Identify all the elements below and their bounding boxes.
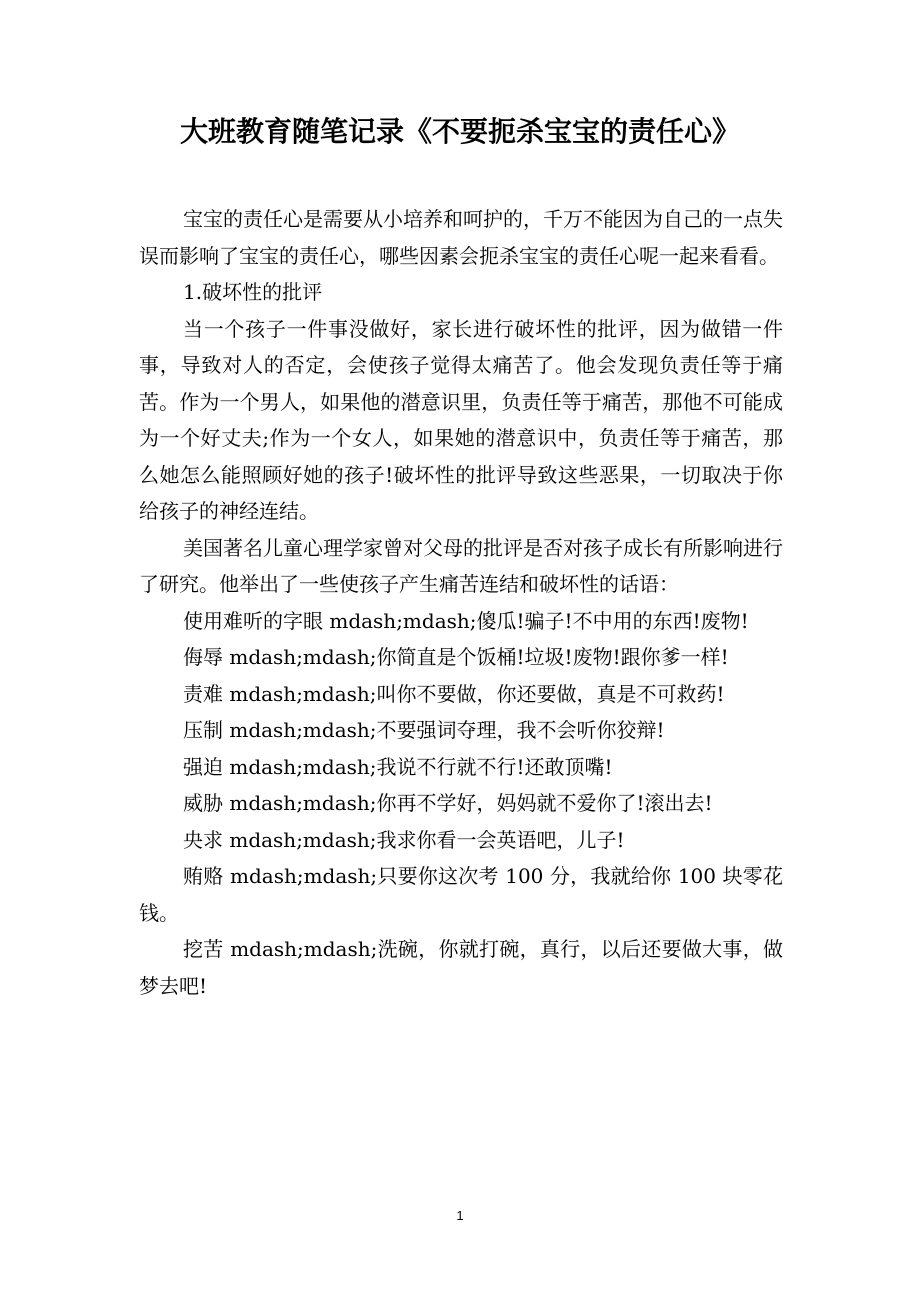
document-body [139,201,783,1004]
example-line: 贿赂 mdash;mdash;只要你这次考 100 分，我就给你 100 块零花钱。 [139,864,783,925]
section-heading: 1.破坏性的批评 [183,280,323,304]
example-line: 侮辱 mdash;mdash;你简直是个饭桶!垃圾!废物!跟你爹一样! [183,645,729,669]
example-line: 压制 mdash;mdash;不要强词夺理，我不会听你狡辩! [183,718,665,742]
example-line: 责难 mdash;mdash;叫你不要做，你还要做，真是不可救药! [183,681,725,706]
example-line: 强迫 mdash;mdash;我说不行就不行!还敢顶嘴! [183,754,613,779]
paragraph: 当一个孩子一件事没做好，家长进行破坏性的批评，因为做错一件事，导致对人的否定，会使孩子觉得太痛苦了。他会发现负责任等于痛苦。作为一个男人，如果他的潜意识里，负责任等于痛苦，那他不可能成为一个好丈夫;作为一个女人，如果她的潜意识中，负责任等于痛苦，那么她怎么能照顾好她的孩子!破坏性的批评导致这些恶果，一切取决于你给孩子的神经连结。 [139,316,783,523]
paragraph: 美国著名儿童心理学家曾对父母的批评是否对孩子成长有所影响进行了研究。他举出了一些使孩子产生痛苦连结和破坏性的话语： [139,535,783,596]
example-line: 挖苦 mdash;mdash;洗碗，你就打碗，真行，以后还要做大事，做梦去吧! [139,937,783,998]
paragraph-intro: 宝宝的责任心是需要从小培养和呵护的，千万不能因为自己的一点失误而影响了宝宝的责任心，哪些因素会扼杀宝宝的责任心呢一起来看看。 [139,207,783,268]
example-line: 央求 mdash;mdash;我求你看一会英语吧，儿子! [183,827,625,852]
example-line: 使用难听的字眼 mdash;mdash;傻瓜!骗子!不中用的东西!废物! [183,608,749,633]
page-number: 1 [456,1208,464,1223]
example-line: 威胁 mdash;mdash;你再不学好，妈妈就不爱你了!滚出去! [183,791,713,815]
document-title: 大班教育随笔记录《不要扼杀宝宝的责任心》 [179,115,740,148]
